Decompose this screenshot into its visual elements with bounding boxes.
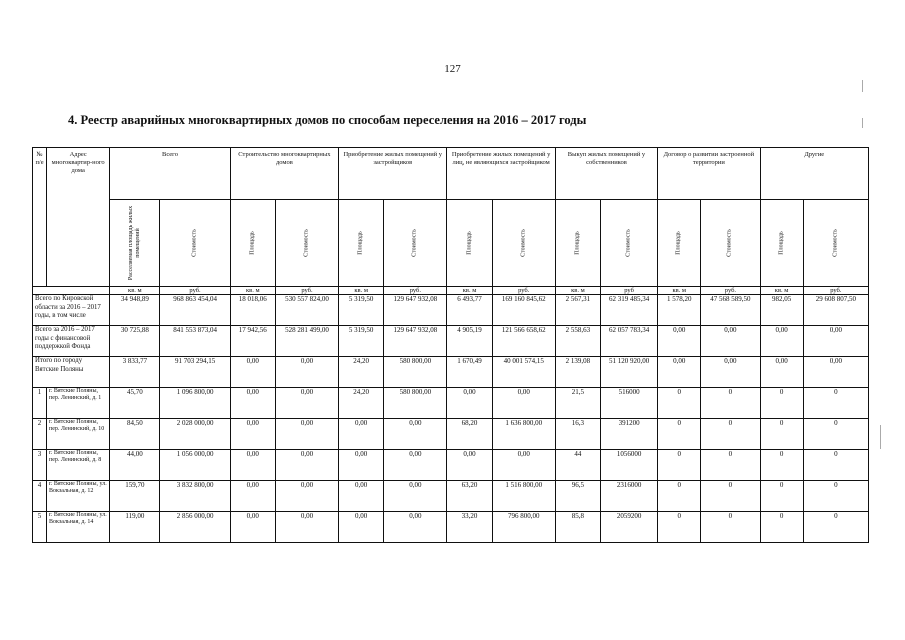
summary-value-cell: 34 948,89 <box>110 295 160 326</box>
value-cell: 0,00 <box>339 481 384 512</box>
value-cell: 0,00 <box>230 388 275 419</box>
summary-value-cell: 2 558,63 <box>555 326 600 357</box>
subheader-cell <box>760 200 803 287</box>
unit-cell: руб <box>600 287 657 295</box>
subheader-label: Расселяемая площадь жилых помещений <box>127 205 141 281</box>
value-cell: 1 056 000,00 <box>160 450 230 481</box>
row-number-cell: 3 <box>33 450 47 481</box>
value-cell: 0,00 <box>447 450 492 481</box>
summary-row <box>33 326 869 357</box>
summary-value-cell: 0,00 <box>658 357 701 388</box>
value-cell: 159,70 <box>110 481 160 512</box>
summary-value-cell: 29 608 807,50 <box>803 295 868 326</box>
col-number-header: № п/е <box>33 148 47 287</box>
value-cell: 0 <box>760 512 803 543</box>
group-header: Приобретение жилых помещений у застройщиков <box>339 148 447 200</box>
table-row <box>33 481 869 512</box>
scan-mark <box>880 425 881 449</box>
scan-mark <box>862 80 863 92</box>
value-cell: 1 636 800,00 <box>492 419 555 450</box>
subheader-label: Площадь <box>574 231 581 255</box>
value-cell: 0,00 <box>492 388 555 419</box>
value-cell: 68,20 <box>447 419 492 450</box>
value-cell: 85,8 <box>555 512 600 543</box>
value-cell: 0,00 <box>339 419 384 450</box>
subheader-label: Стоимость <box>625 229 632 257</box>
summary-value-cell: 0,00 <box>701 357 760 388</box>
unit-cell: руб. <box>384 287 447 295</box>
summary-value-cell: 2 567,31 <box>555 295 600 326</box>
value-cell: 796 800,00 <box>492 512 555 543</box>
group-header: Другие <box>760 148 868 200</box>
summary-value-cell: 40 001 574,15 <box>492 357 555 388</box>
value-cell: 96,5 <box>555 481 600 512</box>
summary-value-cell: 1 670,49 <box>447 357 492 388</box>
value-cell: 44,00 <box>110 450 160 481</box>
address-cell: г. Вятские Поляны, пер. Ленинский, д. 8 <box>47 450 110 481</box>
value-cell: 0 <box>701 419 760 450</box>
value-cell: 119,00 <box>110 512 160 543</box>
value-cell: 516000 <box>600 388 657 419</box>
summary-value-cell: 17 942,56 <box>230 326 275 357</box>
subheader-cell <box>600 200 657 287</box>
summary-value-cell: 121 566 658,62 <box>492 326 555 357</box>
unit-cell: руб. <box>701 287 760 295</box>
value-cell: 0,00 <box>275 450 338 481</box>
summary-value-cell: 51 120 920,00 <box>600 357 657 388</box>
units-blank-cell <box>33 287 110 295</box>
subheader-label: Площадь <box>778 231 785 255</box>
summary-value-cell: 24,20 <box>339 357 384 388</box>
value-cell: 1056000 <box>600 450 657 481</box>
unit-cell: руб. <box>803 287 868 295</box>
value-cell: 0,00 <box>230 481 275 512</box>
value-cell: 44 <box>555 450 600 481</box>
value-cell: 0 <box>760 481 803 512</box>
summary-value-cell: 0,00 <box>275 357 338 388</box>
value-cell: 0,00 <box>275 388 338 419</box>
group-header: Приобретение жилых помещений у лиц, не являющихся застройщиком <box>447 148 555 200</box>
unit-cell: кв. м <box>110 287 160 295</box>
summary-value-cell: 3 833,77 <box>110 357 160 388</box>
summary-value-cell: 129 647 932,08 <box>384 326 447 357</box>
unit-cell: кв. м <box>658 287 701 295</box>
summary-value-cell: 0,00 <box>803 326 868 357</box>
value-cell: 0,00 <box>230 450 275 481</box>
summary-value-cell: 6 493,77 <box>447 295 492 326</box>
document-title: 4. Реестр аварийных многоквартирных домов по способам переселения на 2016 – 2017 годы <box>68 113 587 127</box>
subheader-cell <box>447 200 492 287</box>
subheader-label: Стоимость <box>520 229 527 257</box>
summary-value-cell: 0,00 <box>760 326 803 357</box>
value-cell: 45,70 <box>110 388 160 419</box>
table-row <box>33 512 869 543</box>
value-cell: 0,00 <box>384 512 447 543</box>
summary-value-cell: 982,05 <box>760 295 803 326</box>
value-cell: 21,5 <box>555 388 600 419</box>
summary-value-cell: 2 139,08 <box>555 357 600 388</box>
value-cell: 0 <box>658 481 701 512</box>
unit-cell: руб. <box>160 287 230 295</box>
value-cell: 1 516 800,00 <box>492 481 555 512</box>
summary-value-cell: 0,00 <box>760 357 803 388</box>
summary-value-cell: 169 160 845,62 <box>492 295 555 326</box>
value-cell: 0,00 <box>275 419 338 450</box>
value-cell: 2 856 000,00 <box>160 512 230 543</box>
value-cell: 2059200 <box>600 512 657 543</box>
subheader-cell <box>384 200 447 287</box>
subheader-cell <box>492 200 555 287</box>
value-cell: 0 <box>803 481 868 512</box>
value-cell: 0,00 <box>275 512 338 543</box>
value-cell: 63,20 <box>447 481 492 512</box>
unit-cell: кв. м <box>339 287 384 295</box>
table-row <box>33 450 869 481</box>
address-cell: г. Вятские Поляны, ул. Вокзальная, д. 12 <box>47 481 110 512</box>
value-cell: 0 <box>658 388 701 419</box>
summary-value-cell: 5 319,50 <box>339 326 384 357</box>
value-cell: 0 <box>760 419 803 450</box>
page-number: 127 <box>444 63 461 75</box>
value-cell: 24,20 <box>339 388 384 419</box>
unit-cell: руб. <box>492 287 555 295</box>
subheader-label: Площадь <box>675 231 682 255</box>
value-cell: 0 <box>803 419 868 450</box>
subheader-cell <box>230 200 275 287</box>
unit-cell: кв. м <box>447 287 492 295</box>
value-cell: 0 <box>658 512 701 543</box>
summary-value-cell: 129 647 932,08 <box>384 295 447 326</box>
summary-label: Итого по городу Вятские Поляны <box>33 357 110 388</box>
col-address-header: Адрес многоквартир-ного дома <box>47 148 110 287</box>
value-cell: 0 <box>701 450 760 481</box>
unit-cell: руб. <box>275 287 338 295</box>
value-cell: 0,00 <box>339 512 384 543</box>
row-number-cell: 4 <box>33 481 47 512</box>
subheader-label: Стоимость <box>832 229 839 257</box>
register-table <box>32 147 869 543</box>
summary-value-cell: 1 578,20 <box>658 295 701 326</box>
summary-value-cell: 47 568 589,50 <box>701 295 760 326</box>
row-number-cell: 1 <box>33 388 47 419</box>
subheader-cell <box>658 200 701 287</box>
group-header: Выкуп жилых помещений у собственников <box>555 148 657 200</box>
summary-value-cell: 528 281 499,00 <box>275 326 338 357</box>
subheader-label: Стоимость <box>191 229 198 257</box>
subheader-cell <box>803 200 868 287</box>
value-cell: 0 <box>658 450 701 481</box>
summary-value-cell: 91 703 294,15 <box>160 357 230 388</box>
unit-cell: кв. м <box>230 287 275 295</box>
group-header: Всего <box>110 148 230 200</box>
address-cell: г. Вятские Поляны, пер. Ленинский, д. 10 <box>47 419 110 450</box>
subheader-label: Стоимость <box>411 229 418 257</box>
value-cell: 0 <box>701 481 760 512</box>
summary-value-cell: 62 319 485,34 <box>600 295 657 326</box>
value-cell: 0,00 <box>384 419 447 450</box>
subheader-label: Стоимость <box>303 229 310 257</box>
value-cell: 84,50 <box>110 419 160 450</box>
subheader-cell <box>110 200 160 287</box>
value-cell: 0,00 <box>275 481 338 512</box>
group-header-row <box>33 148 869 200</box>
subheader-label: Площадь <box>357 231 364 255</box>
subheader-label: Стоимость <box>726 229 733 257</box>
summary-value-cell: 30 725,88 <box>110 326 160 357</box>
table-row <box>33 419 869 450</box>
value-cell: 1 096 800,00 <box>160 388 230 419</box>
table-row <box>33 388 869 419</box>
value-cell: 0,00 <box>492 450 555 481</box>
summary-row <box>33 295 869 326</box>
value-cell: 0,00 <box>447 388 492 419</box>
value-cell: 580 800,00 <box>384 388 447 419</box>
summary-row <box>33 357 869 388</box>
subheader-cell <box>160 200 230 287</box>
summary-value-cell: 968 863 454,04 <box>160 295 230 326</box>
value-cell: 0,00 <box>384 450 447 481</box>
summary-label: Всего по Кировской области за 2016 – 2017 годы, в том числе <box>33 295 110 326</box>
subheader-cell <box>339 200 384 287</box>
value-cell: 3 832 800,00 <box>160 481 230 512</box>
value-cell: 2 028 000,00 <box>160 419 230 450</box>
summary-value-cell: 0,00 <box>658 326 701 357</box>
row-number-cell: 5 <box>33 512 47 543</box>
summary-value-cell: 62 057 783,34 <box>600 326 657 357</box>
scan-mark <box>862 118 863 128</box>
value-cell: 0 <box>701 512 760 543</box>
summary-value-cell: 841 553 873,04 <box>160 326 230 357</box>
subheader-row <box>33 200 869 287</box>
units-row <box>33 287 869 295</box>
value-cell: 33,20 <box>447 512 492 543</box>
value-cell: 0 <box>658 419 701 450</box>
summary-label: Всего за 2016 – 2017 годы с финансовой поддержкой Фонда <box>33 326 110 357</box>
value-cell: 0 <box>803 512 868 543</box>
subheader-cell <box>555 200 600 287</box>
summary-value-cell: 0,00 <box>701 326 760 357</box>
group-header: Договор о развитии застроенной территории <box>658 148 760 200</box>
address-cell: г. Вятские Поляны, ул. Вокзальная, д. 14 <box>47 512 110 543</box>
value-cell: 0,00 <box>230 512 275 543</box>
subheader-label: Площадь <box>466 231 473 255</box>
value-cell: 0,00 <box>230 419 275 450</box>
summary-value-cell: 4 905,19 <box>447 326 492 357</box>
value-cell: 0 <box>803 450 868 481</box>
subheader-cell <box>701 200 760 287</box>
summary-value-cell: 0,00 <box>230 357 275 388</box>
unit-cell: кв. м <box>555 287 600 295</box>
summary-value-cell: 530 557 824,00 <box>275 295 338 326</box>
value-cell: 0 <box>760 388 803 419</box>
summary-value-cell: 0,00 <box>803 357 868 388</box>
value-cell: 2316000 <box>600 481 657 512</box>
value-cell: 391200 <box>600 419 657 450</box>
value-cell: 0 <box>701 388 760 419</box>
address-cell: г. Вятские Поляны, пер. Ленинский, д. 1 <box>47 388 110 419</box>
unit-cell: кв. м <box>760 287 803 295</box>
value-cell: 0,00 <box>339 450 384 481</box>
row-number-cell: 2 <box>33 419 47 450</box>
subheader-cell <box>275 200 338 287</box>
value-cell: 0 <box>760 450 803 481</box>
summary-value-cell: 18 018,06 <box>230 295 275 326</box>
value-cell: 16,3 <box>555 419 600 450</box>
summary-value-cell: 5 319,50 <box>339 295 384 326</box>
value-cell: 0 <box>803 388 868 419</box>
group-header: Строительство многоквартирных домов <box>230 148 338 200</box>
value-cell: 0,00 <box>384 481 447 512</box>
summary-value-cell: 580 800,00 <box>384 357 447 388</box>
subheader-label: Площадь <box>249 231 256 255</box>
table-body <box>33 295 869 543</box>
